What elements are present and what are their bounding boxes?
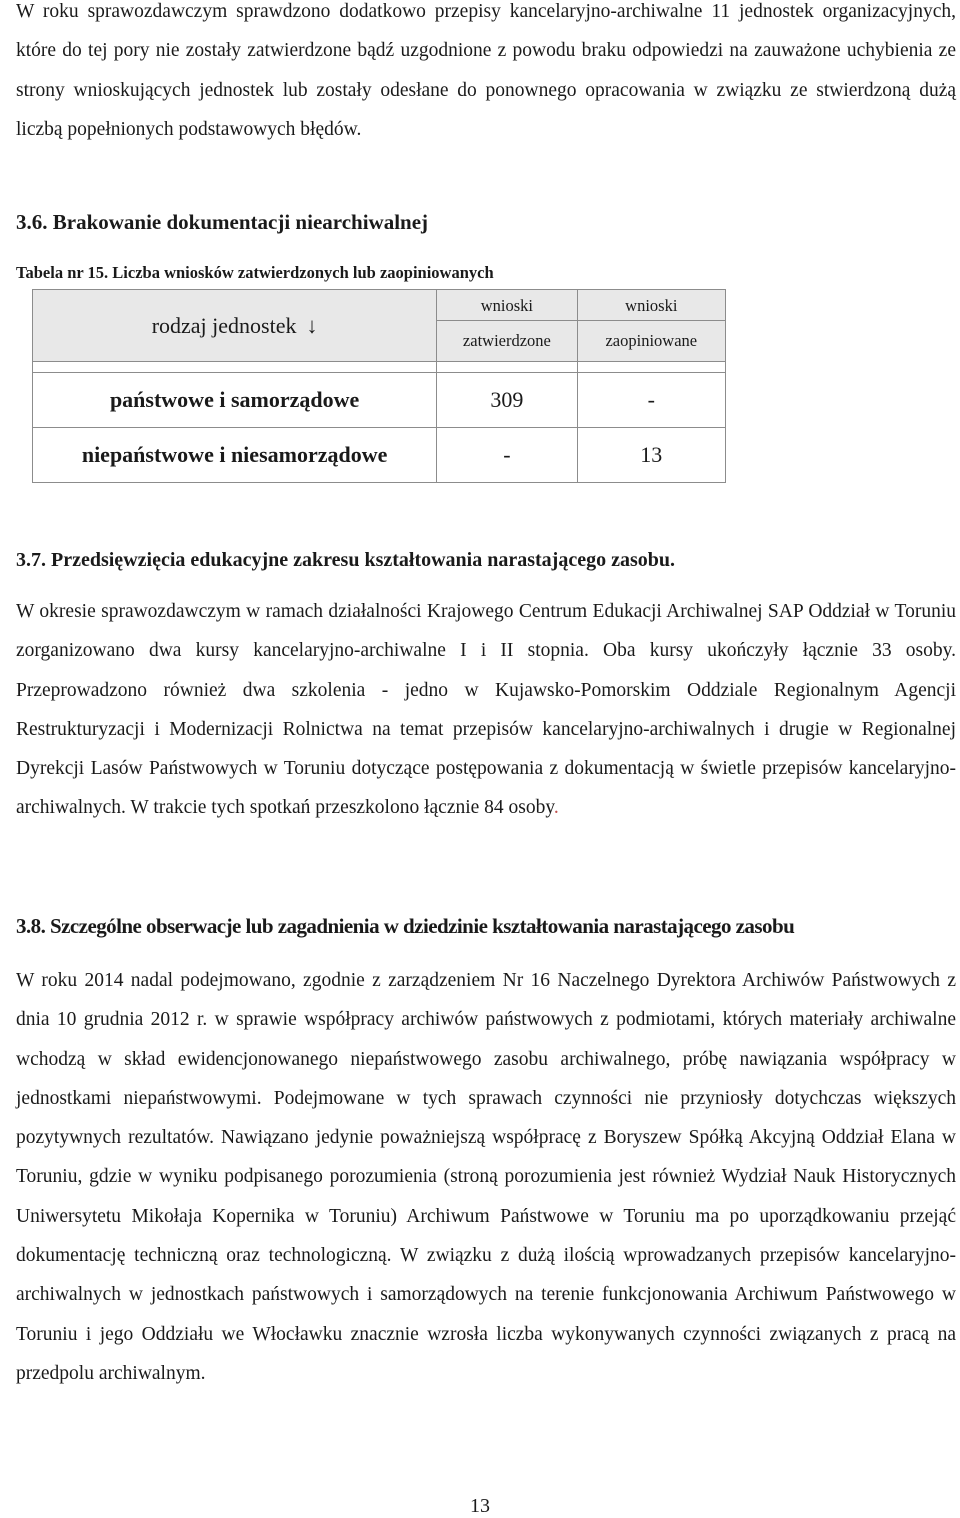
table-header-unit-type-label: rodzaj jednostek <box>151 312 297 338</box>
section-heading-3-7: 3.7. Przedsięwzięcia edukacyjne zakresu kształtowania narastającego zasobu. <box>16 549 676 571</box>
table-cell-reviewed: 13 <box>577 428 725 483</box>
table-cell-unit-type: państwowe i samorządowe <box>33 373 437 428</box>
education-paragraph-text: W okresie sprawozdawczym w ramach działalności Krajowego Centrum Edukacji Archiwalnej SAP Oddział w Toruniu zorganizowano dwa kursy kancelaryjno-archiwalne I i II stopnia. Oba kursy ukończyły łącznie 33 osoby. Przeprowadzono również dwa szkolenia - jedno w Kujawsko-Pomorskim Oddziale Regionalnym Agencji Restrukturyzacji i Modernizacji Rolnictwa na temat przepisów kancelaryjno-archiwalnych i drugie w Regionalnej Dyrekcji Lasów Państwowych w Toruniu dotyczące postępowania z dokumentacją w świetle przepisów kancelaryjno-archiwalnych. W trakcie tych spotkań przeszkolono łącznie 84 osoby <box>16 601 956 819</box>
table-cell-approved: - <box>437 428 577 483</box>
table-cell-approved: 309 <box>437 373 577 428</box>
table-cell-unit-type: niepaństwowe i niesamorządowe <box>33 428 437 483</box>
table-row <box>33 428 726 483</box>
table-header-approved-line1: wnioski <box>437 290 577 321</box>
education-paragraph-period: . <box>553 797 559 819</box>
section-heading-3-6: 3.6. Brakowanie dokumentacji niearchiwalnej <box>16 210 429 234</box>
page-number: 13 <box>470 1495 490 1517</box>
table-header-unit-type <box>33 290 437 362</box>
table-caption: Tabela nr 15. Liczba wniosków zatwierdzonych lub zaopiniowanych <box>16 263 494 282</box>
table-cell-reviewed: - <box>577 373 725 428</box>
table-spacer <box>33 362 726 373</box>
education-paragraph <box>16 592 956 828</box>
table-header-approved-line2: zatwierdzone <box>437 321 577 362</box>
applications-table <box>32 289 726 483</box>
table-header-row <box>33 290 726 321</box>
arrow-down-icon: ↓ <box>306 312 318 338</box>
table-row <box>33 373 726 428</box>
intro-paragraph: W roku sprawozdawczym sprawdzono dodatkowo przepisy kancelaryjno-archiwalne 11 jednostek organizacyjnych, które do tej pory nie zostały zatwierdzone bądź uzgodnione z powodu braku odpowiedzi na zauważone uchybienia ze strony wnioskujących jednostek lub zostały odesłane do ponownego opracowania w związku ze stwierdzoną dużą liczbą popełnionych podstawowych błędów. <box>16 1 956 140</box>
observations-paragraph: W roku 2014 nadal podejmowano, zgodnie z zarządzeniem Nr 16 Naczelnego Dyrektora Archiwów Państwowych z dnia 10 grudnia 2012 r. w sprawie współpracy archiwów państwowych z podmiotami, których materiały archiwalne wchodzą w skład ewidencjonowanego niepaństwowego zasobu archiwalnego, próbę nawiązania współpracy w jednostkami niepaństwowymi. Podejmowane w tych sprawach czynności nie przyniosły dotychczas większych pozytywnych rezultatów. Nawiązano jedynie poważniejszą współpracę z Boryszew Spółką Akcyjną Oddział Elana w Toruniu, gdzie w wyniku podpisanego porozumienia (stroną porozumienia jest również Wydział Nauk Historycznych Uniwersytetu Mikołaja Kopernika w Toruniu) Archiwum Państwowe w Toruniu ma po uporządkowaniu przejąć dokumentację techniczną oraz technologiczną. W związku z dużą ilością wprowadzanych przepisów kancelaryjno-archiwalnych w jednostkach państwowych i samorządowych na terenie funkcjonowania Archiwum Państwowego w Toruniu i jego Oddziału we Włocławku znacznie wzrosła liczba wykonywanych czynności związanych z pracą na przedpolu archiwalnym. <box>16 970 956 1384</box>
section-heading-3-8: 3.8. Szczególne obserwacje lub zagadnienia w dziedzinie kształtowania narastającego zasobu <box>16 914 795 938</box>
table-header-reviewed-line1: wnioski <box>577 290 725 321</box>
table-header-reviewed-line2: zaopiniowane <box>577 321 725 362</box>
